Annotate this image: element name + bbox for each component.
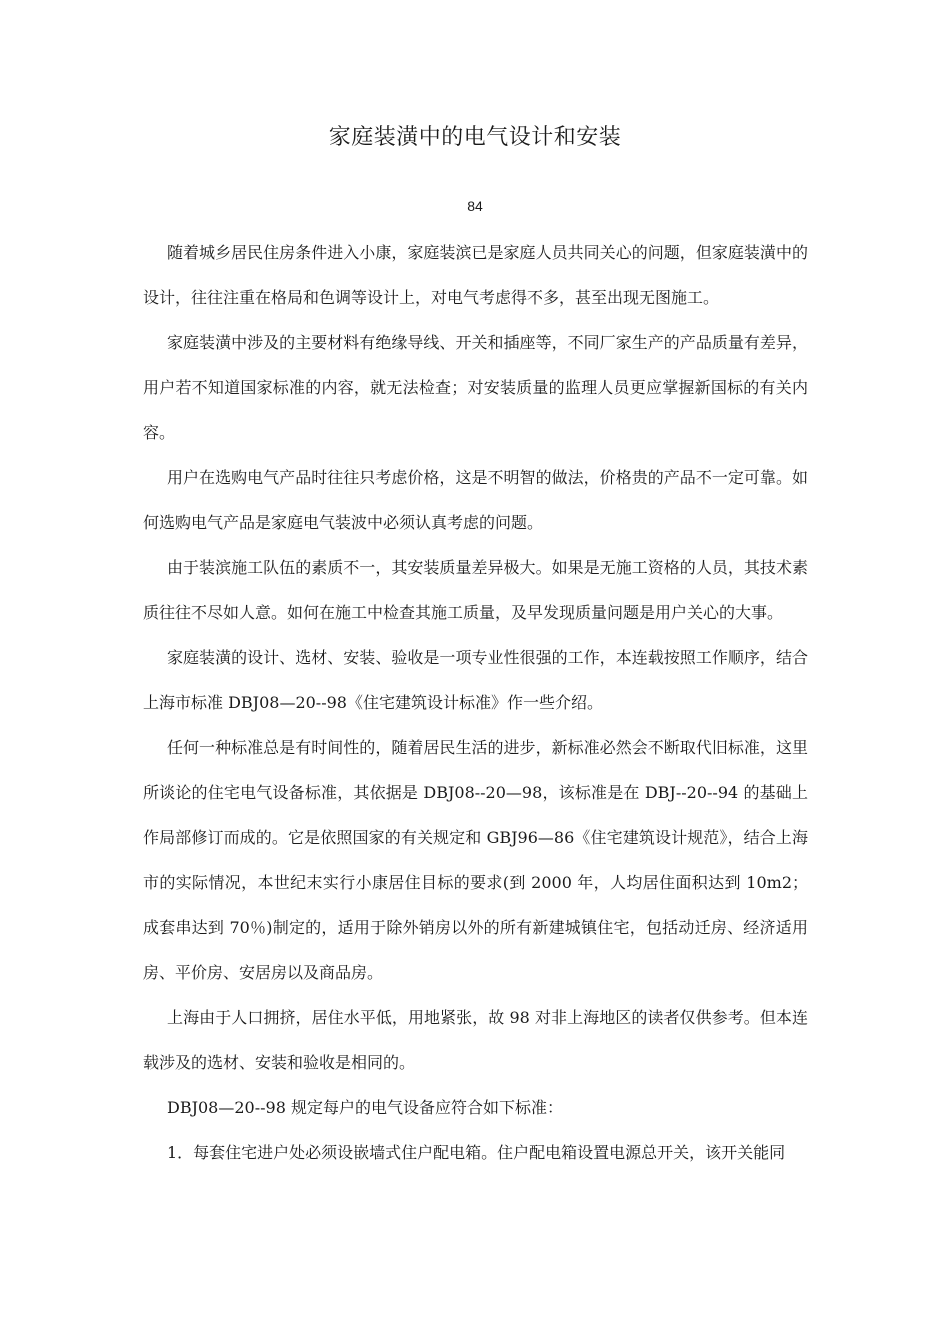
paragraph: 1．每套住宅进户处必须设嵌墙式住户配电箱。住户配电箱设置电源总开关，该开关能同 bbox=[167, 1143, 786, 1162]
paragraph: 由于装滨施工队伍的素质不一，其安装质量差异极大。如果是无施工资格的人员，其技术素质往往不尽如人意。如何在施工中检查其施工质量，及早发现质量问题是用户关心的大事。 bbox=[143, 558, 808, 622]
document-body bbox=[143, 230, 808, 1175]
paragraph: 任何一种标准总是有时间性的，随着居民生活的进步，新标准必然会不断取代旧标准，这里所谈论的住宅电气设备标准，其依据是 DBJ08--20—98，该标准是在 DBJ--20--94 的基础上作局部修订而成的。它是依照国家的有关规定和 GBJ96—86《住宅建筑设计规范》，结合上海市的实际情况，本世纪末实行小康居住目标的要求(到 2000 年，人均居住面积达到 10m2；成套串达到 70％)制定的，适用于除外销房以外的所有新建城镇住宅，包括动迁房、经济适用房、平价房、安居房以及商品房。 bbox=[143, 738, 808, 982]
paragraph: DBJ08—20--98 规定每户的电气设备应符合如下标准： bbox=[167, 1098, 563, 1117]
paragraph: 上海由于人口拥挤，居住水平低，用地紧张，故 98 对非上海地区的读者仅供参考。但本连载涉及的选材、安装和验收是相同的。 bbox=[143, 1008, 808, 1072]
paragraph: 家庭装潢中涉及的主要材料有绝缘导线、开关和插座等，不同厂家生产的产品质量有差异，用户若不知道国家标准的内容，就无法检查；对安装质量的监理人员更应掌握新国标的有关内容。 bbox=[143, 333, 808, 442]
paragraph: 随着城乡居民住房条件进入小康，家庭装滨已是家庭人员共同关心的问题，但家庭装潢中的设计，往往注重在格局和色调等设计上，对电气考虑得不多，甚至出现无图施工。 bbox=[143, 243, 808, 307]
paragraph: 家庭装潢的设计、选材、安装、验收是一项专业性很强的工作，本连载按照工作顺序，结合上海市标准 DBJ08—20--98《住宅建筑设计标准》作一些介绍。 bbox=[143, 648, 808, 712]
page-number: 84 bbox=[467, 198, 483, 214]
paragraph: 用户在选购电气产品时往往只考虑价格，这是不明智的做法，价格贵的产品不一定可靠。如何选购电气产品是家庭电气装波中必须认真考虑的问题。 bbox=[143, 468, 808, 532]
document-title: 家庭装潢中的电气设计和安装 bbox=[328, 125, 622, 150]
